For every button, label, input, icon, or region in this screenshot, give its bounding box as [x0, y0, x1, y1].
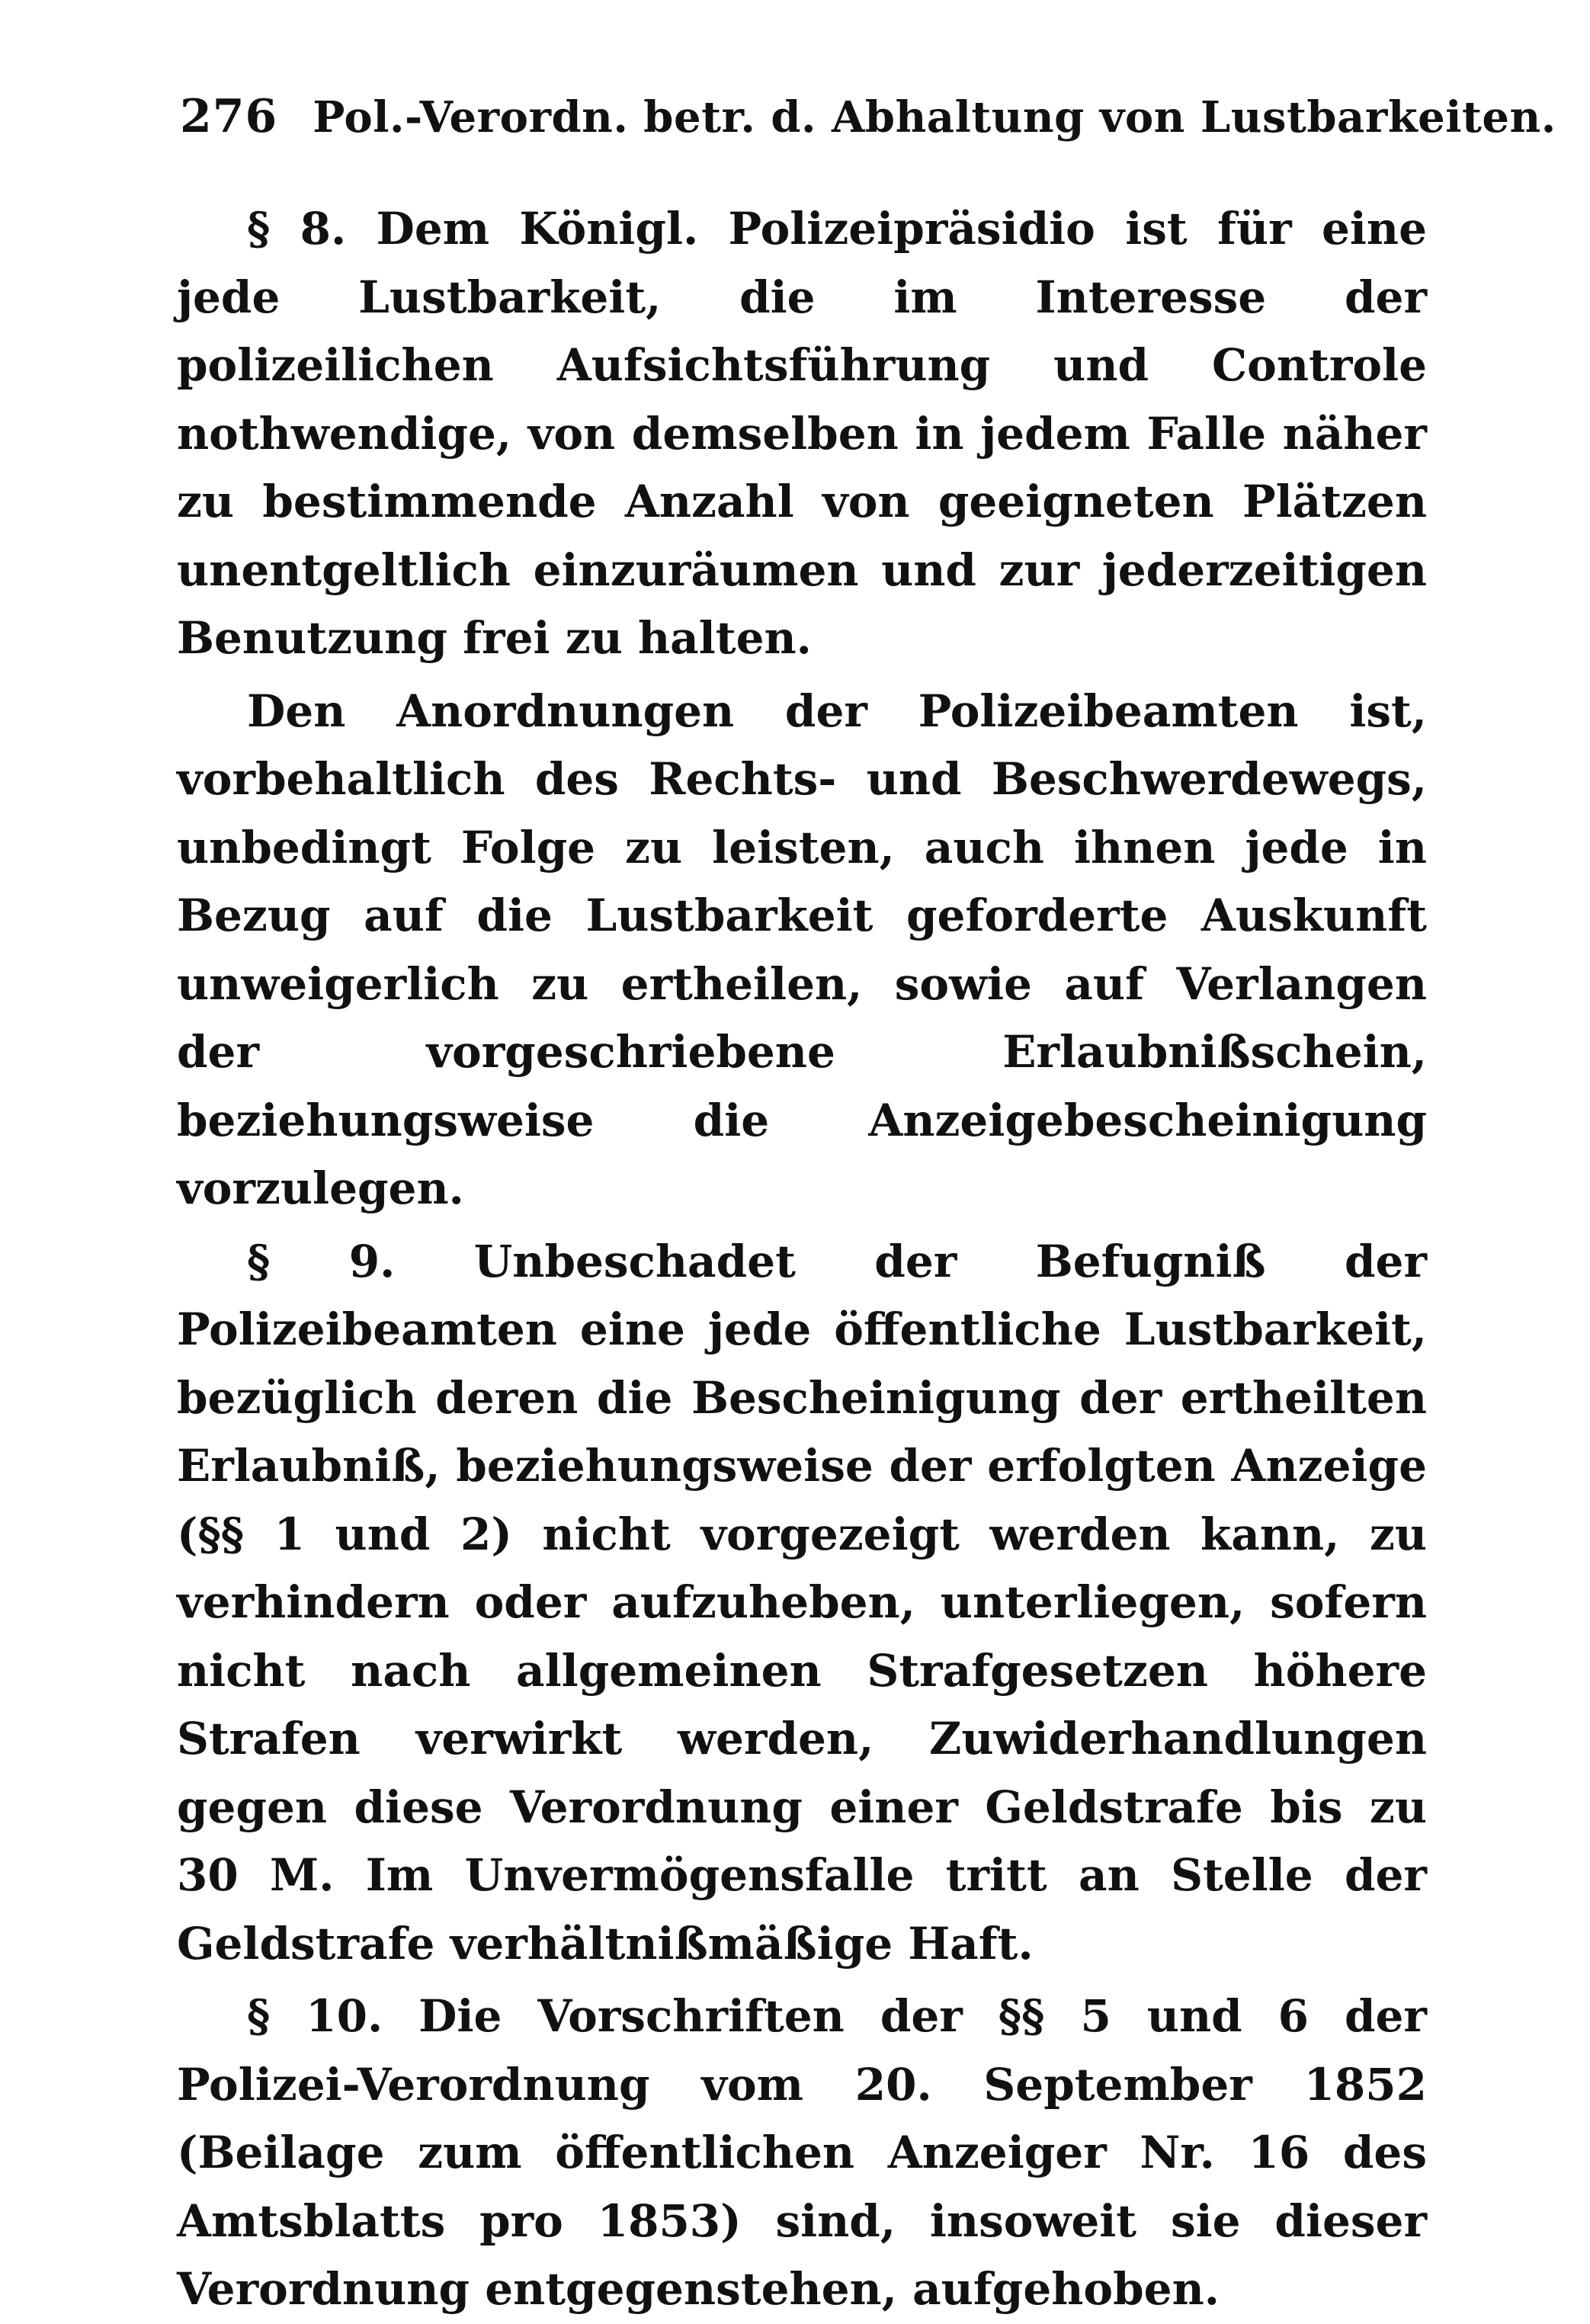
paragraph-section-9: § 9. Unbeschadet der Befugniß der Polizeibeamten eine jede öffentliche Lustbarkeit, bezüglich deren die Bescheinigung der ertheilten Erlaubniß, beziehungsweise der erfolgten Anzeige (§§ 1 und 2) nicht vorgezeigt werden kann, zu verhindern oder aufzuheben, unterliegen, sofern nicht nach allgemeinen Strafgesetzen höhere Strafen verwirkt werden, Zuwiderhandlungen gegen diese Verordnung einer Geldstrafe bis zu 30 M. Im Unvermögensfalle tritt an Stelle der Geldstrafe verhältnißmäßige Haft. — [177, 1235, 1427, 1970]
running-title: Pol.-Verordn. betr. d. Abhaltung von Lustbarkeiten. — [313, 92, 1556, 143]
page-header — [180, 82, 1556, 151]
paragraph-section-10: § 10. Die Vorschriften der §§ 5 und 6 der Polizei-Verordnung vom 20. September 1852 (Beilage zum öffentlichen Anzeiger Nr. 16 des Amtsblatts pro 1853) sind, insoweit sie dieser Verordnung entgegenstehen, aufgehoben. — [177, 1990, 1427, 2315]
paragraph-police-orders: Den Anordnungen der Polizeibeamten ist, vorbehaltlich des Rechts- und Beschwerdewegs, unbedingt Folge zu leisten, auch ihnen jede in Bezug auf die Lustbarkeit geforderte Auskunft unweigerlich zu ertheilen, sowie auf Verlangen der vorgeschriebene Erlaubnißschein, beziehungsweise die Anzeigebescheinigung vorzulegen. — [177, 684, 1427, 1214]
body-text — [177, 195, 1427, 2324]
page-number: 276 — [180, 90, 278, 143]
paragraph-section-8: § 8. Dem Königl. Polizeipräsidio ist für eine jede Lustbarkeit, die im Interesse der polizeilichen Aufsichtsführung und Controle nothwendige, von demselben in jedem Falle näher zu bestimmende Anzahl von geeigneten Plätzen unentgeltlich einzuräumen und zur jederzeitigen Benutzung frei zu halten. — [177, 203, 1427, 664]
